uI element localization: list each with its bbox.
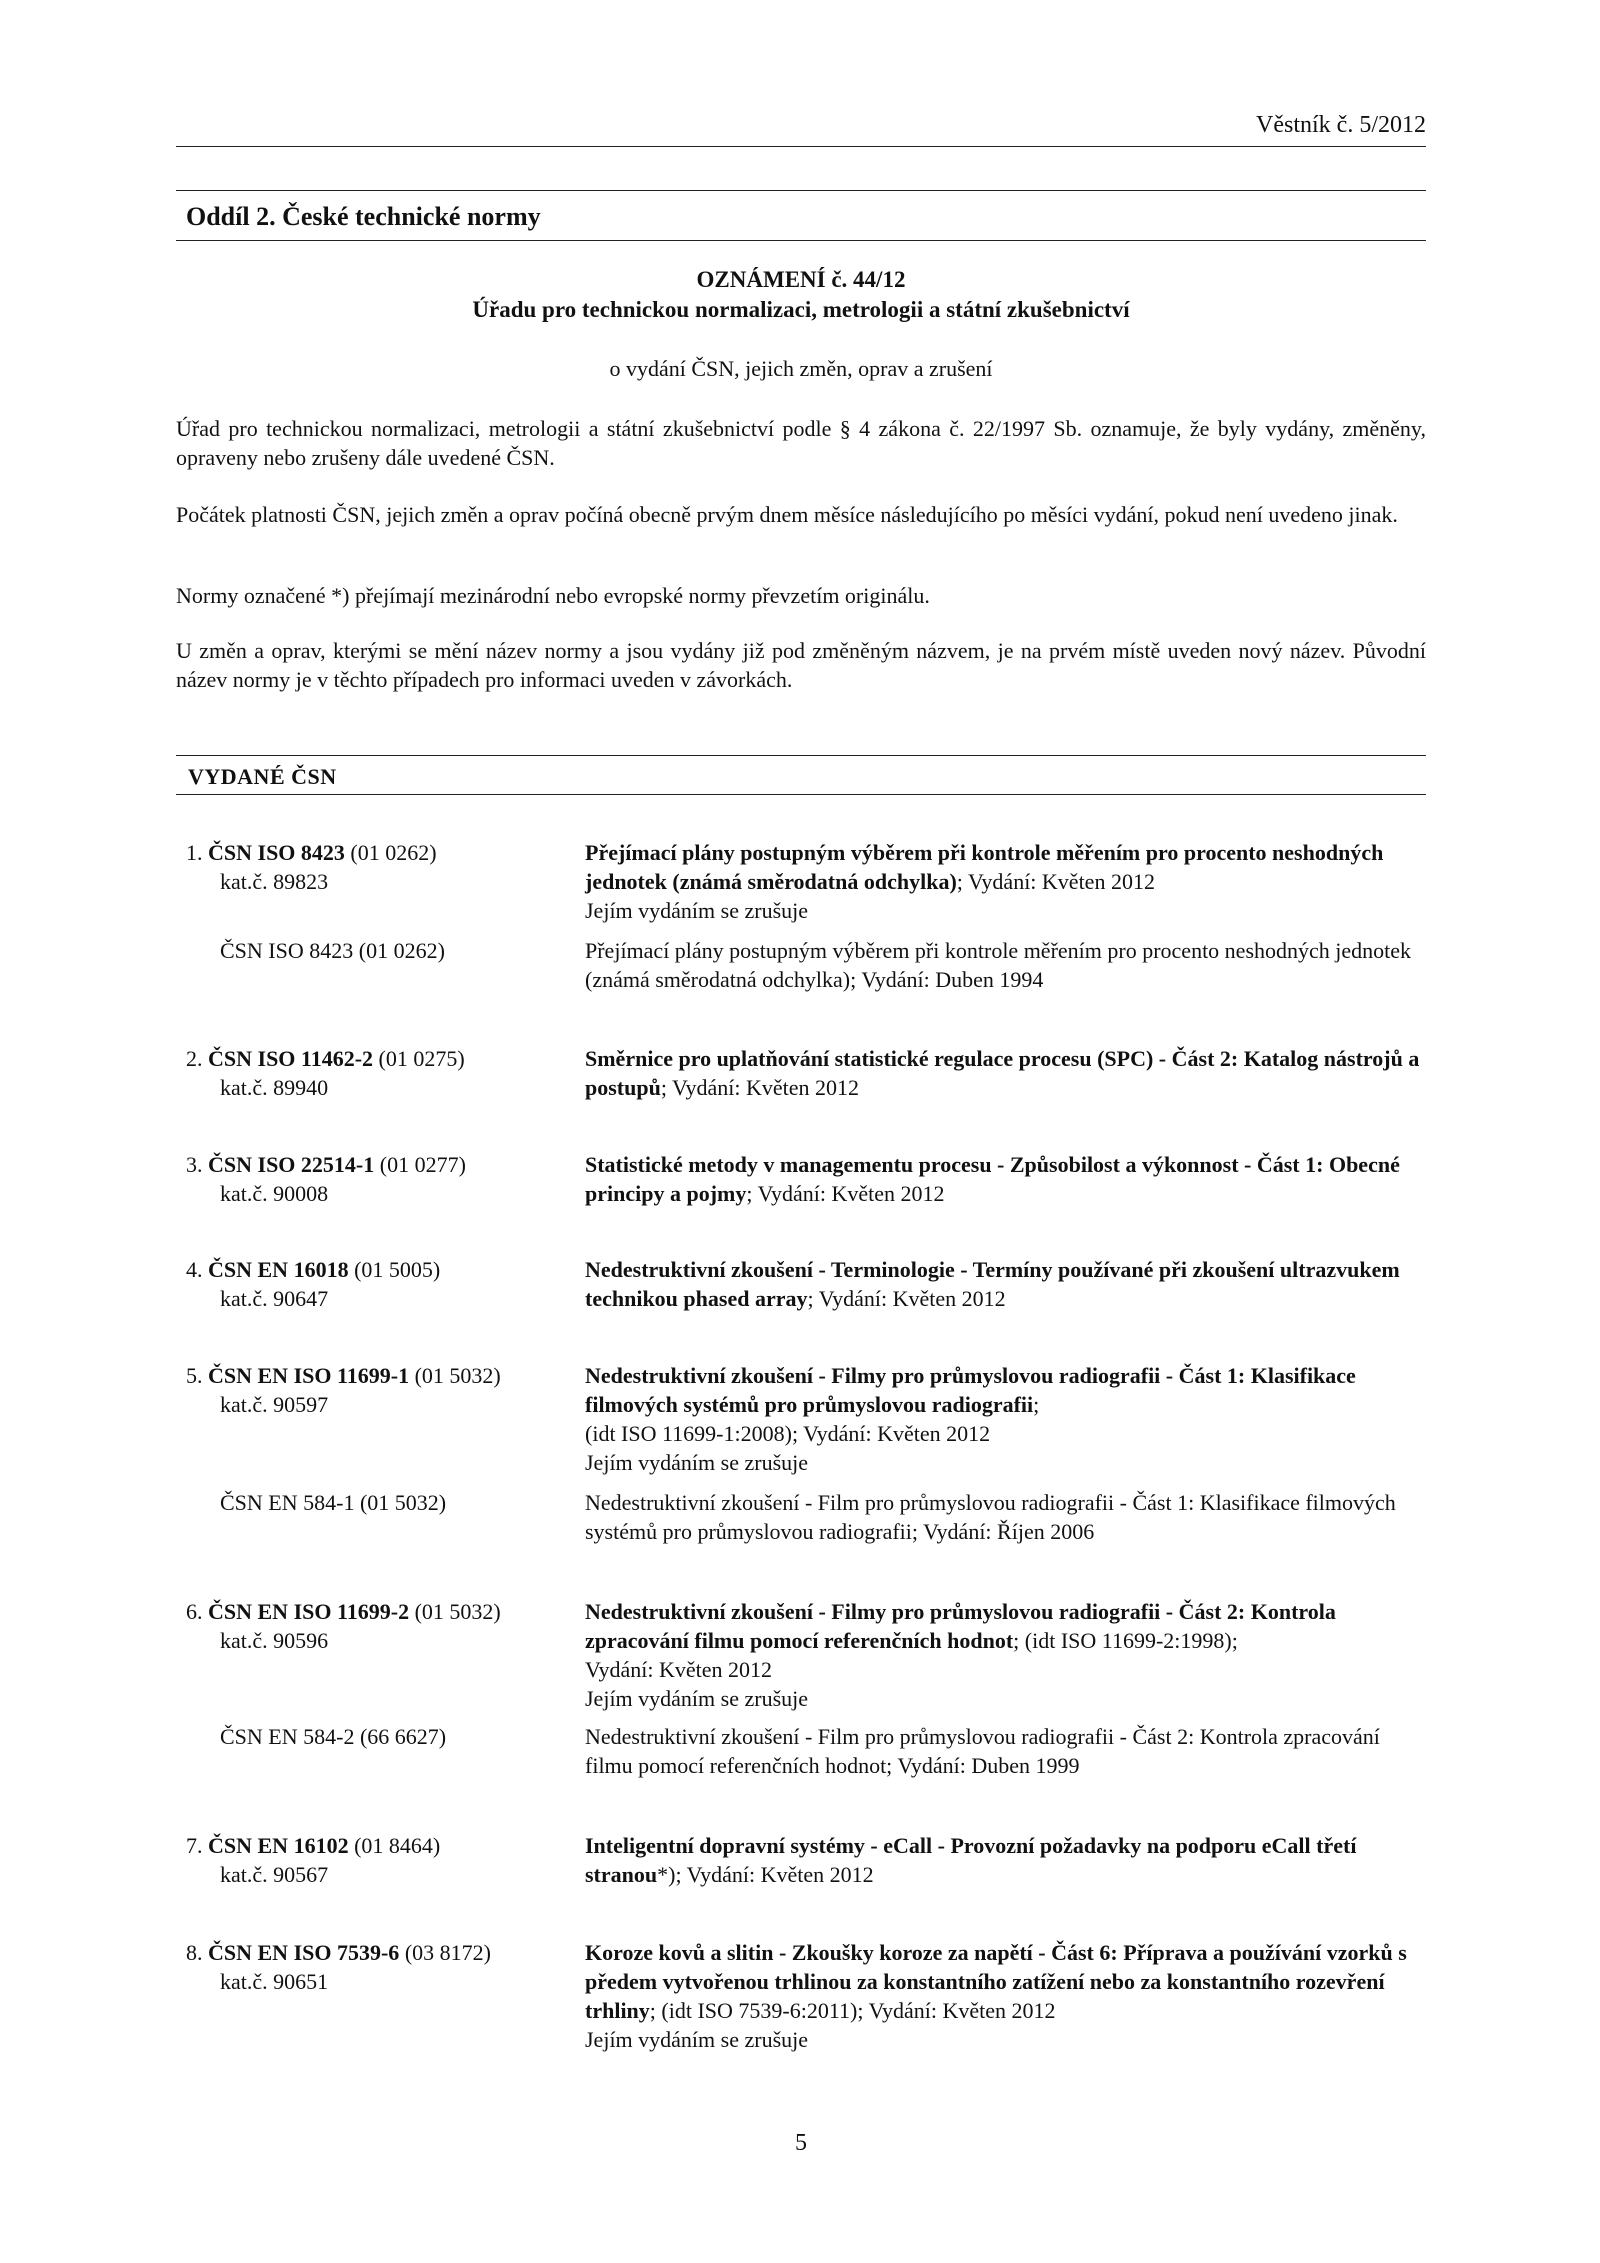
issue-info: ; (idt ISO 11699-2:1998); <box>1013 1628 1238 1653</box>
standard-description <box>585 1044 1426 1102</box>
standard-title: Koroze kovů a slitin - Zkoušky koroze za napětí - Část 6: Příprava a používání vzorků s předem vytvořenou trhlinou za konstantního zatížení nebo za konstantního rozevření trhliny <box>585 1940 1407 2023</box>
issue-info-2: (idt ISO 11699-1:2008); Vydání: Květen 2012 <box>585 1421 991 1446</box>
section-title: Oddíl 2. České technické normy <box>186 202 541 231</box>
standard-title: Statistické metody v managementu procesu - Způsobilost a výkonnost - Část 1: Obecné principy a pojmy <box>585 1152 1400 1206</box>
standard-title: Nedestruktivní zkoušení - Filmy pro průmyslovou radiografii - Část 1: Klasifikace filmových systémů pro průmyslovou radiografii <box>585 1363 1356 1417</box>
standard-code: ČSN ISO 8423 <box>208 840 345 865</box>
standard-description <box>585 1255 1426 1313</box>
cancellation-note: Jejím vydáním se zrušuje <box>585 1686 809 1711</box>
validity-paragraph: Počátek platnosti ČSN, jejich změn a oprav počíná obecně prvým dnem měsíce následujícího po měsíci vydání, pokud není uvedeno jinak. <box>176 502 1398 527</box>
standard-description <box>585 1150 1426 1208</box>
notice-subtitle: o vydání ČSN, jejich změn, oprav a zrušení <box>609 356 993 381</box>
entry-number: 2. <box>186 1046 203 1071</box>
entry-number: 8. <box>186 1940 203 1965</box>
issue-info-2: Vydání: Květen 2012 <box>585 1657 772 1682</box>
standard-code-block <box>186 1150 576 1208</box>
classification-code: (01 0262) <box>350 840 437 865</box>
marked-norms-paragraph: Normy označené *) přejímají mezinárodní nebo evropské normy převzetím originálu. <box>176 583 930 608</box>
catalog-number: kat.č. 90596 <box>220 1628 329 1653</box>
notice-title: OZNÁMENÍ č. 44/12 <box>696 267 906 292</box>
section-rule-top <box>176 190 1426 191</box>
issue-info: ; Vydání: Květen 2012 <box>807 1286 1006 1311</box>
standard-title: Směrnice pro uplatňování statistické regulace procesu (SPC) - Část 2: Katalog nástrojů a postupů <box>585 1046 1420 1100</box>
cancelled-standard-description: Přejímací plány postupným výběrem při kontrole měřením pro procento neshodných jednotek (známá směrodatná odchylka); Vydání: Duben 1994 <box>585 938 1412 992</box>
page-number: 5 <box>795 2130 807 2156</box>
standard-code: ČSN EN ISO 11699-2 <box>208 1599 410 1624</box>
entry-number: 6. <box>186 1599 203 1624</box>
classification-code: (01 5032) <box>414 1363 501 1388</box>
issue-info: ; Vydání: Květen 2012 <box>660 1075 860 1100</box>
cancellation-note: Jejím vydáním se zrušuje <box>585 1450 809 1475</box>
cancellation-note: Jejím vydáním se zrušuje <box>585 2027 809 2052</box>
standard-code: ČSN EN ISO 11699-1 <box>208 1363 410 1388</box>
standard-code: ČSN EN ISO 7539-6 <box>208 1940 400 1965</box>
cancelled-standard-description: Nedestruktivní zkoušení - Film pro průmyslovou radiografii - Část 1: Klasifikace filmových systémů pro průmyslovou radiografii; Vydání: Říjen 2006 <box>585 1490 1396 1544</box>
entry-number: 7. <box>186 1833 203 1858</box>
cancelled-standard-description: Nedestruktivní zkoušení - Film pro průmyslovou radiografii - Část 2: Kontrola zpracování filmu pomocí referenčních hodnot; Vydání: Duben 1999 <box>585 1724 1380 1778</box>
standard-code-block <box>186 1938 576 1996</box>
catalog-number: kat.č. 90647 <box>220 1286 329 1311</box>
cancelled-standard-code: ČSN EN 584-1 (01 5032) <box>220 1490 447 1515</box>
standard-title: Nedestruktivní zkoušení - Terminologie - Termíny používané při zkoušení ultrazvukem technikou phased array <box>585 1257 1400 1311</box>
issued-standards-heading: VYDANÉ ČSN <box>188 764 337 789</box>
section-rule-bottom <box>176 240 1426 241</box>
cancellation-note: Jejím vydáním se zrušuje <box>585 898 809 923</box>
notice-issuer: Úřadu pro technickou normalizaci, metrologii a státní zkušebnictví <box>472 297 1130 322</box>
list-rule-bottom <box>176 794 1426 795</box>
classification-code: (01 5032) <box>414 1599 501 1624</box>
standard-code-block <box>186 838 576 896</box>
standard-title: Přejímací plány postupným výběrem při kontrole měřením pro procento neshodných jednotek (známá směrodatná odchylka) <box>585 840 1384 894</box>
name-change-paragraph: U změn a oprav, kterými se mění název normy a jsou vydány již pod změněným názvem, je na prvém místě uveden nový název. Původní název normy je v těchto případech pro informaci uveden v závorkách. <box>176 638 1426 692</box>
header-rule <box>176 146 1426 147</box>
entry-number: 1. <box>186 840 203 865</box>
standard-code: ČSN EN 16102 <box>208 1833 349 1858</box>
issue-info: ; Vydání: Květen 2012 <box>956 869 1155 894</box>
issue-info: ; (idt ISO 7539-6:2011); Vydání: Květen 2012 <box>649 1998 1056 2023</box>
catalog-number: kat.č. 90008 <box>220 1181 329 1206</box>
issue-info: ; <box>1033 1392 1040 1417</box>
classification-code: (01 8464) <box>354 1833 441 1858</box>
standard-code-block <box>186 1831 576 1889</box>
standard-code-block <box>186 1044 576 1102</box>
list-rule-top <box>176 755 1426 756</box>
standard-description <box>585 1597 1426 1713</box>
entry-number: 4. <box>186 1257 203 1282</box>
entry-number: 5. <box>186 1363 203 1388</box>
standard-description <box>585 1938 1426 2054</box>
standard-title: Nedestruktivní zkoušení - Filmy pro průmyslovou radiografii - Část 2: Kontrola zpracování filmu pomocí referenčních hodnot <box>585 1599 1336 1653</box>
entry-number: 3. <box>186 1152 203 1177</box>
catalog-number: kat.č. 90567 <box>220 1862 329 1887</box>
standard-code: ČSN ISO 22514-1 <box>208 1152 375 1177</box>
standard-description <box>585 838 1426 925</box>
issue-info: ; Vydání: Květen 2012 <box>746 1181 945 1206</box>
standard-code-block <box>186 1597 576 1655</box>
catalog-number: kat.č. 89823 <box>220 869 329 894</box>
classification-code: (01 5005) <box>354 1257 441 1282</box>
standard-code: ČSN ISO 11462-2 <box>208 1046 374 1071</box>
standard-description <box>585 1831 1426 1889</box>
cancelled-standard-code: ČSN ISO 8423 (01 0262) <box>220 938 445 963</box>
catalog-number: kat.č. 90651 <box>220 1969 329 1994</box>
catalog-number: kat.č. 89940 <box>220 1075 329 1100</box>
issue-info: *); Vydání: Květen 2012 <box>657 1862 874 1887</box>
intro-paragraph: Úřad pro technickou normalizaci, metrologii a státní zkušebnictví podle § 4 zákona č. 22/1997 Sb. oznamuje, že byly vydány, změněny, opraveny nebo zrušeny dále uvedené ČSN. <box>176 416 1426 470</box>
standard-title: Inteligentní dopravní systémy - eCall - Provozní požadavky na podporu eCall třetí stranou <box>585 1833 1357 1887</box>
standard-code-block <box>186 1255 576 1313</box>
classification-code: (01 0275) <box>378 1046 465 1071</box>
classification-code: (03 8172) <box>404 1940 491 1965</box>
standard-description <box>585 1361 1426 1477</box>
classification-code: (01 0277) <box>379 1152 466 1177</box>
journal-issue-header: Věstník č. 5/2012 <box>1256 112 1426 138</box>
notice-heading <box>176 265 1426 325</box>
cancelled-standard-code: ČSN EN 584-2 (66 6627) <box>220 1724 447 1749</box>
standard-code: ČSN EN 16018 <box>208 1257 349 1282</box>
catalog-number: kat.č. 90597 <box>220 1392 329 1417</box>
standard-code-block <box>186 1361 576 1419</box>
